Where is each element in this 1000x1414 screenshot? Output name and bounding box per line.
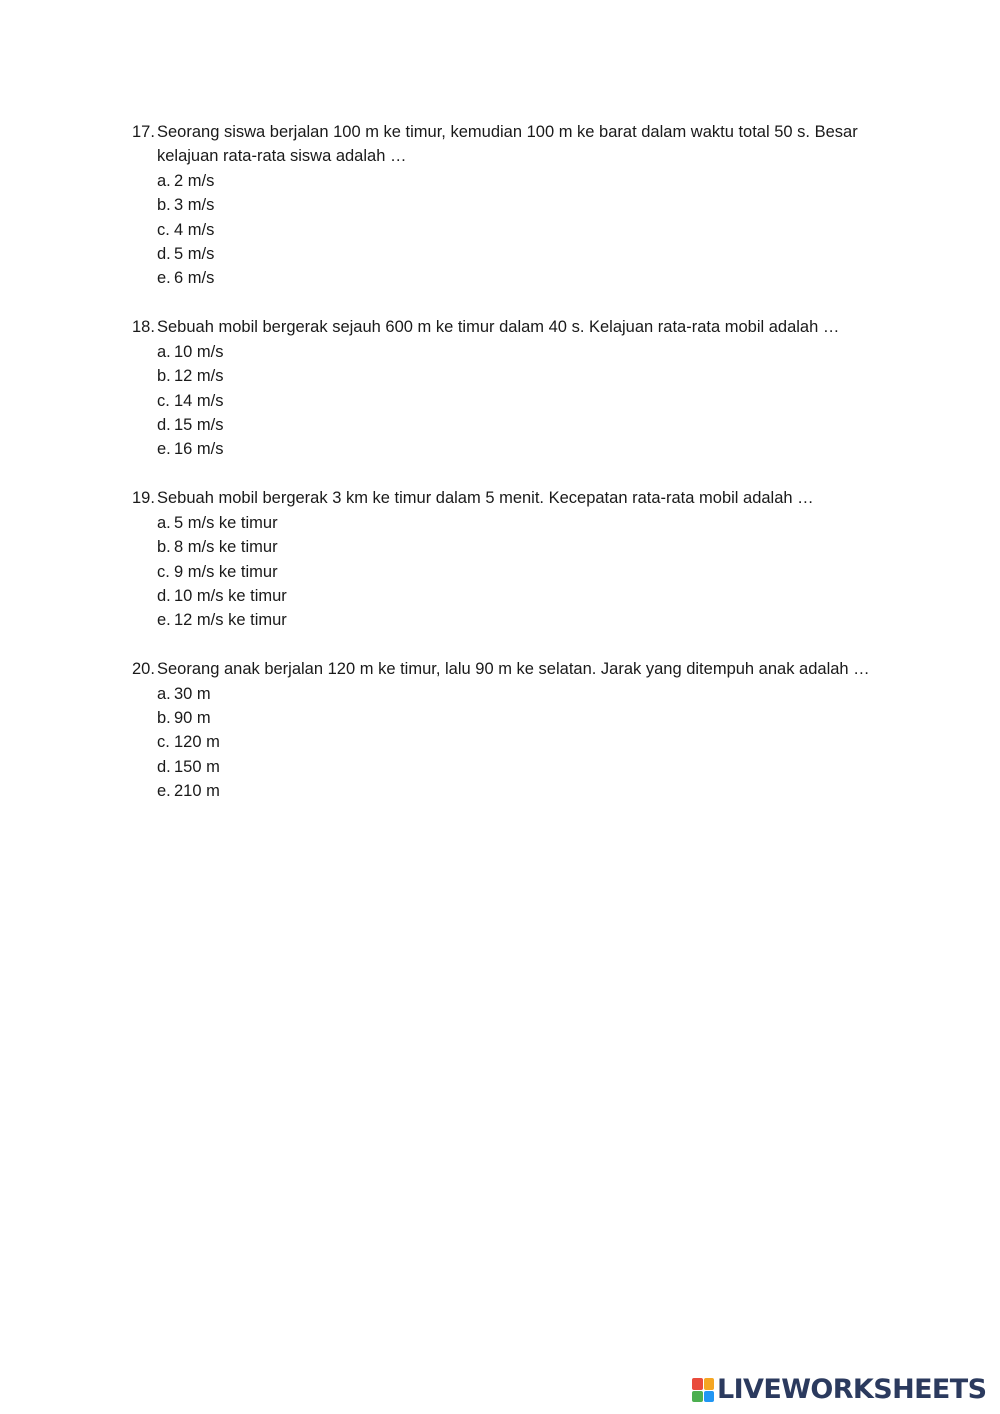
option-b <box>157 364 892 388</box>
option-text: 4 m/s <box>174 220 215 239</box>
option-text: 30 m <box>174 684 211 703</box>
option-text: 90 m <box>174 709 211 728</box>
option-b <box>157 706 892 730</box>
question-19 <box>132 486 892 632</box>
question-number: 20. <box>132 660 155 679</box>
option-letter: b. <box>157 538 171 557</box>
option-text: 5 m/s ke timur <box>174 513 278 532</box>
option-text: 16 m/s <box>174 440 224 459</box>
option-letter: d. <box>157 586 171 605</box>
option-text: 14 m/s <box>174 391 224 410</box>
option-text: 9 m/s ke timur <box>174 562 278 581</box>
option-text: 10 m/s <box>174 342 224 361</box>
option-text: 6 m/s <box>174 269 215 288</box>
option-c <box>157 389 892 413</box>
question-text: Sebuah mobil bergerak sejauh 600 m ke timur dalam 40 s. Kelajuan rata-rata mobil adalah … <box>157 318 840 337</box>
option-letter: a. <box>157 684 171 703</box>
option-d <box>157 584 892 608</box>
option-text: 8 m/s ke timur <box>174 538 278 557</box>
question-18 <box>132 315 892 461</box>
option-letter: e. <box>157 782 171 801</box>
option-text: 2 m/s <box>174 171 215 190</box>
option-letter: e. <box>157 611 171 630</box>
question-text: Sebuah mobil bergerak 3 km ke timur dalam 5 menit. Kecepatan rata-rata mobil adalah … <box>157 489 814 508</box>
option-letter: d. <box>157 245 171 264</box>
logo-block-orange <box>704 1378 715 1390</box>
option-letter: d. <box>157 757 171 776</box>
option-letter: d. <box>157 415 171 434</box>
option-letter: c. <box>157 391 170 410</box>
option-list <box>132 169 892 291</box>
option-a <box>157 682 892 706</box>
option-e <box>157 266 892 290</box>
option-b <box>157 535 892 559</box>
question-number: 19. <box>132 489 155 508</box>
question-header <box>132 120 892 169</box>
option-letter: a. <box>157 342 171 361</box>
option-text: 120 m <box>174 733 220 752</box>
option-text: 210 m <box>174 782 220 801</box>
option-a <box>157 340 892 364</box>
option-text: 3 m/s <box>174 196 215 215</box>
question-number: 18. <box>132 318 155 337</box>
question-header <box>132 657 892 681</box>
option-text: 150 m <box>174 757 220 776</box>
option-letter: c. <box>157 220 170 239</box>
option-d <box>157 755 892 779</box>
option-letter: e. <box>157 269 171 288</box>
logo-block-blue <box>704 1391 715 1403</box>
option-text: 15 m/s <box>174 415 224 434</box>
question-text: Seorang anak berjalan 120 m ke timur, lalu 90 m ke selatan. Jarak yang ditempuh anak adalah … <box>157 660 870 679</box>
liveworksheets-logo <box>692 1374 986 1406</box>
question-number: 17. <box>132 123 155 141</box>
option-text: 12 m/s ke timur <box>174 611 287 630</box>
logo-block-red <box>692 1378 703 1390</box>
option-text: 12 m/s <box>174 367 224 386</box>
option-letter: c. <box>157 562 170 581</box>
option-d <box>157 413 892 437</box>
question-20 <box>132 657 892 803</box>
option-c <box>157 560 892 584</box>
question-17 <box>132 120 892 291</box>
option-c <box>157 218 892 242</box>
option-text: 10 m/s ke timur <box>174 586 287 605</box>
option-a <box>157 511 892 535</box>
option-list <box>132 511 892 633</box>
option-letter: c. <box>157 733 170 752</box>
option-e <box>157 779 892 803</box>
question-header <box>132 315 892 339</box>
option-letter: b. <box>157 709 171 728</box>
option-e <box>157 608 892 632</box>
logo-text: LIVEWORKSHEETS <box>717 1374 987 1405</box>
option-letter: b. <box>157 367 171 386</box>
logo-block-green <box>692 1391 703 1403</box>
option-d <box>157 242 892 266</box>
option-letter: a. <box>157 171 171 190</box>
option-e <box>157 437 892 461</box>
option-text: 5 m/s <box>174 245 215 264</box>
option-letter: e. <box>157 440 171 459</box>
option-letter: a. <box>157 513 171 532</box>
question-header <box>132 486 892 510</box>
option-b <box>157 193 892 217</box>
option-list <box>132 340 892 462</box>
logo-blocks-icon <box>692 1378 714 1402</box>
question-list <box>132 120 892 828</box>
option-list <box>132 682 892 804</box>
option-letter: b. <box>157 196 171 215</box>
option-a <box>157 169 892 193</box>
option-c <box>157 730 892 754</box>
question-text: Seorang siswa berjalan 100 m ke timur, kemudian 100 m ke barat dalam waktu total 50 s. Besar kelajuan rata-rata siswa adalah … <box>157 123 858 166</box>
